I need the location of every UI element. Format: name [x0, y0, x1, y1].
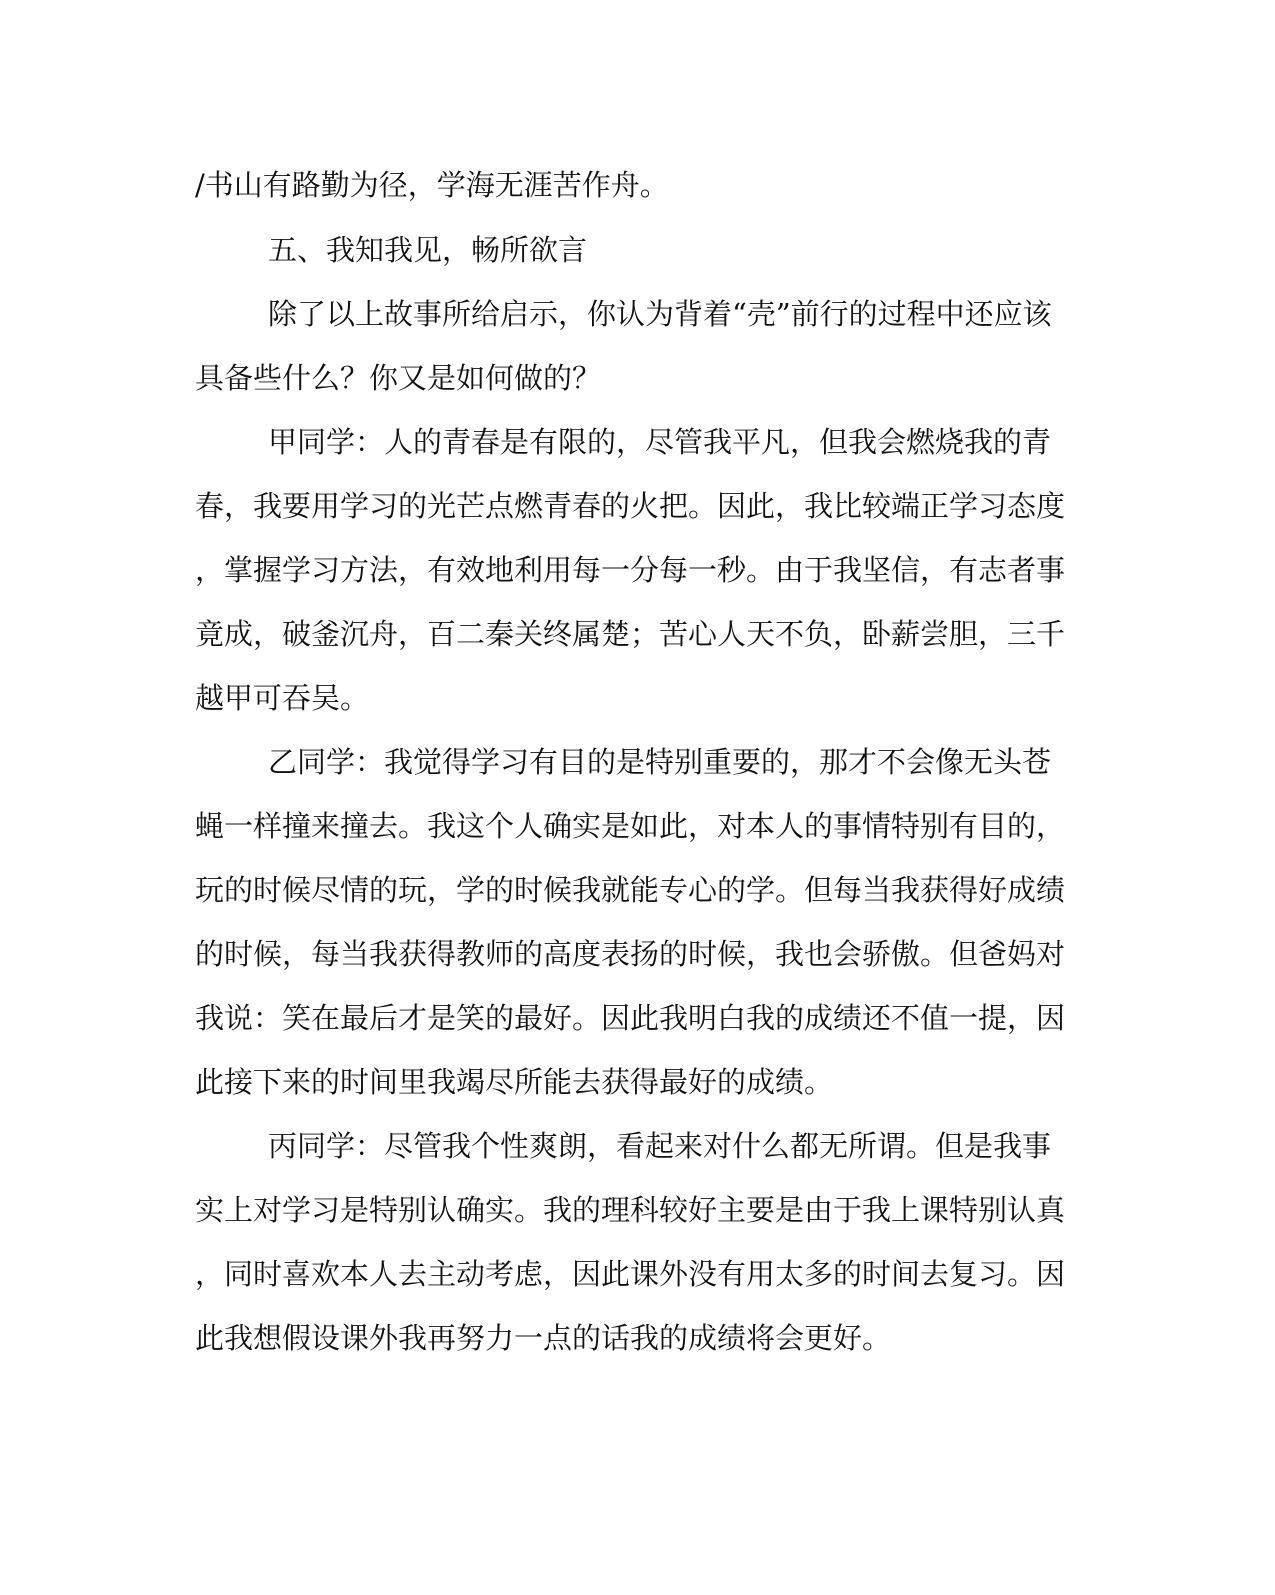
text-line: 此我想假设课外我再努力一点的话我的成绩将会更好。	[195, 1321, 892, 1355]
text-line-quote: /书山有路勤为径，学海无涯苦作舟。	[195, 168, 669, 202]
text-line: 甲同学：人的青春是有限的，尽管我平凡，但我会燃烧我的青	[268, 425, 1052, 459]
text-line: 丙同学：尽管我个性爽朗，看起来对什么都无所谓。但是我事	[268, 1129, 1052, 1163]
text-line: 实上对学习是特别认确实。我的理科较好主要是由于我上课特别认真	[195, 1193, 1066, 1227]
text-line: ，同时喜欢本人去主动考虑，因此课外没有用太多的时间去复习。因	[195, 1257, 1066, 1291]
text-line: 玩的时候尽情的玩，学的时候我就能专心的学。但每当我获得好成绩	[195, 873, 1066, 907]
text-line: 乙同学：我觉得学习有目的是特别重要的，那才不会像无头苍	[268, 745, 1052, 779]
text-line: 除了以上故事所给启示，你认为背着“壳”前行的过程中还应该	[268, 297, 1052, 331]
text-line: 具备些什么？你又是如何做的？	[195, 361, 602, 395]
text-line: ，掌握学习方法，有效地利用每一分每一秒。由于我坚信，有志者事	[195, 553, 1066, 587]
text-line: 竟成，破釜沉舟，百二秦关终属楚；苦心人天不负，卧薪尝胆，三千	[195, 617, 1066, 651]
text-line: 蝇一样撞来撞去。我这个人确实是如此，对本人的事情特别有目的，	[195, 809, 1066, 843]
section-heading: 五、我知我见，畅所欲言	[268, 233, 588, 267]
text-line: 我说：笑在最后才是笑的最好。因此我明白我的成绩还不值一提，因	[195, 1001, 1066, 1035]
text-line: 春，我要用学习的光芒点燃青春的火把。因此，我比较端正学习态度	[195, 489, 1066, 523]
text-line: 越甲可吞吴。	[195, 681, 370, 715]
text-line: 此接下来的时间里我竭尽所能去获得最好的成绩。	[195, 1065, 834, 1099]
text-line: 的时候，每当我获得教师的高度表扬的时候，我也会骄傲。但爸妈对	[195, 937, 1066, 971]
